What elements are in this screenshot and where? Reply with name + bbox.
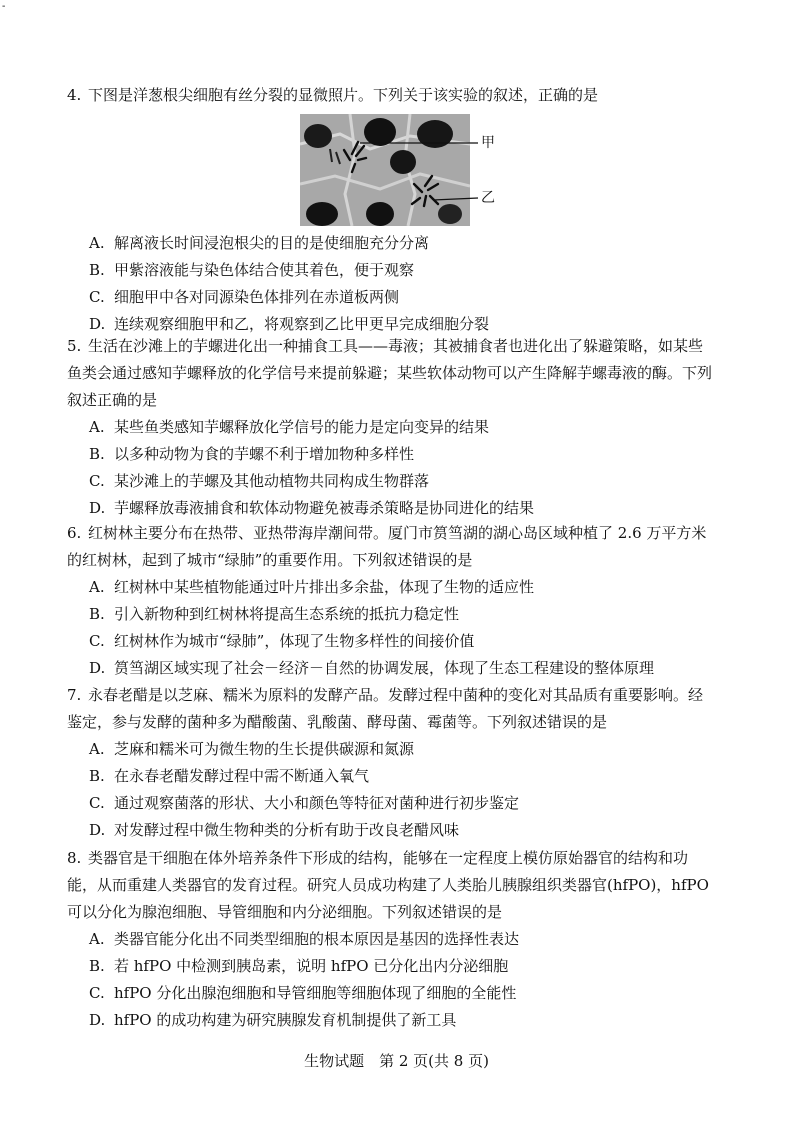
question-7 bbox=[67, 682, 717, 844]
question-stem bbox=[67, 682, 717, 736]
label-cell-yi: 乙 bbox=[481, 190, 495, 206]
question-4 bbox=[67, 82, 717, 338]
option-c: C. 细胞甲中各对同源染色体排列在赤道板两侧 bbox=[89, 288, 400, 306]
question-number: 5. bbox=[67, 337, 82, 355]
question-stem bbox=[67, 333, 717, 414]
question-6 bbox=[67, 520, 717, 682]
option-c: C. 红树林作为城市“绿肺”，体现了生物多样性的间接价值 bbox=[89, 632, 475, 650]
question-text: 生活在沙滩上的芋螺进化出一种捕食工具——毒液；其被捕食者也进化出了躲避策略，如某些鱼类会通过感知芋螺释放的化学信号来提前躲避；某些软体动物可以产生降解芋螺毒液的酶。下列叙述正确的是 bbox=[67, 337, 713, 409]
option-d: D. hfPO 的成功构建为研究胰腺发育机制提供了新工具 bbox=[89, 1011, 457, 1029]
option-b: B. 甲紫溶液能与染色体结合使其着色，便于观察 bbox=[89, 261, 415, 279]
option-d: D. 芋螺释放毒液捕食和软体动物避免被毒杀策略是协同进化的结果 bbox=[89, 499, 535, 517]
option-d: D. 对发酵过程中微生物种类的分析有助于改良老醋风味 bbox=[89, 821, 460, 839]
question-text: 下图是洋葱根尖细胞有丝分裂的显微照片。下列关于该实验的叙述，正确的是 bbox=[88, 86, 599, 104]
question-stem bbox=[67, 82, 717, 109]
question-text: 红树林主要分布在热带、亚热带海岸潮间带。厦门市筼筜湖的湖心岛区域种植了 2.6 万平方米的红树林，起到了城市“绿肺”的重要作用。下列叙述错误的是 bbox=[67, 524, 707, 569]
question-text: 永春老醋是以芝麻、糯米为原料的发酵产品。发酵过程中菌种的变化对其品质有重要影响。经鉴定，参与发酵的菌种多为醋酸菌、乳酸菌、酵母菌、霉菌等。下列叙述错误的是 bbox=[67, 686, 704, 731]
question-8 bbox=[67, 845, 717, 1034]
question-text: 类器官是干细胞在体外培养条件下形成的结构，能够在一定程度上模仿原始器官的结构和功能，从而重建人类器官的发育过程。研究人员成功构建了人类胎儿胰腺组织类器官(hfPO)，hfPO 可以分化为腺泡细胞、导管细胞和内分泌细胞。下列叙述错误的是 bbox=[67, 849, 709, 921]
option-a: A. 某些鱼类感知芋螺释放化学信号的能力是定向变异的结果 bbox=[89, 418, 490, 436]
corner-mark: - bbox=[2, 1, 6, 12]
option-c: C. 某沙滩上的芋螺及其他动植物共同构成生物群落 bbox=[89, 472, 430, 490]
option-b: B. 引入新物种到红树林将提高生态系统的抵抗力稳定性 bbox=[89, 605, 460, 623]
question-stem bbox=[67, 845, 717, 926]
question-number: 7. bbox=[67, 686, 82, 704]
option-a: A. 解离液长时间浸泡根尖的目的是使细胞充分分离 bbox=[89, 234, 430, 252]
question-number: 6. bbox=[67, 524, 82, 542]
option-c: C. hfPO 分化出腺泡细胞和导管细胞等细胞体现了细胞的全能性 bbox=[89, 984, 517, 1002]
page-footer: 生物试题 第 2 页(共 8 页) bbox=[304, 1052, 489, 1070]
option-b: B. 在永春老醋发酵过程中需不断通入氧气 bbox=[89, 767, 370, 785]
option-b: B. 若 hfPO 中检测到胰岛素，说明 hfPO 已分化出内分泌细胞 bbox=[89, 957, 509, 975]
option-d: D. 连续观察细胞甲和乙，将观察到乙比甲更早完成细胞分裂 bbox=[89, 315, 490, 333]
question-stem bbox=[67, 520, 717, 574]
option-d: D. 筼筜湖区域实现了社会－经济－自然的协调发展，体现了生态工程建设的整体原理 bbox=[89, 659, 655, 677]
micrograph-figure bbox=[300, 114, 500, 226]
option-a: A. 红树林中某些植物能通过叶片排出多余盐，体现了生物的适应性 bbox=[89, 578, 535, 596]
question-number: 8. bbox=[67, 849, 82, 867]
question-5 bbox=[67, 333, 717, 522]
question-number: 4. bbox=[67, 86, 82, 104]
option-a: A. 芝麻和糯米可为微生物的生长提供碳源和氮源 bbox=[89, 740, 415, 758]
label-cell-jia: 甲 bbox=[481, 135, 495, 151]
option-b: B. 以多种动物为食的芋螺不利于增加物种多样性 bbox=[89, 445, 415, 463]
option-a: A. 类器官能分化出不同类型细胞的根本原因是基因的选择性表达 bbox=[89, 930, 520, 948]
option-c: C. 通过观察菌落的形状、大小和颜色等特征对菌种进行初步鉴定 bbox=[89, 794, 520, 812]
